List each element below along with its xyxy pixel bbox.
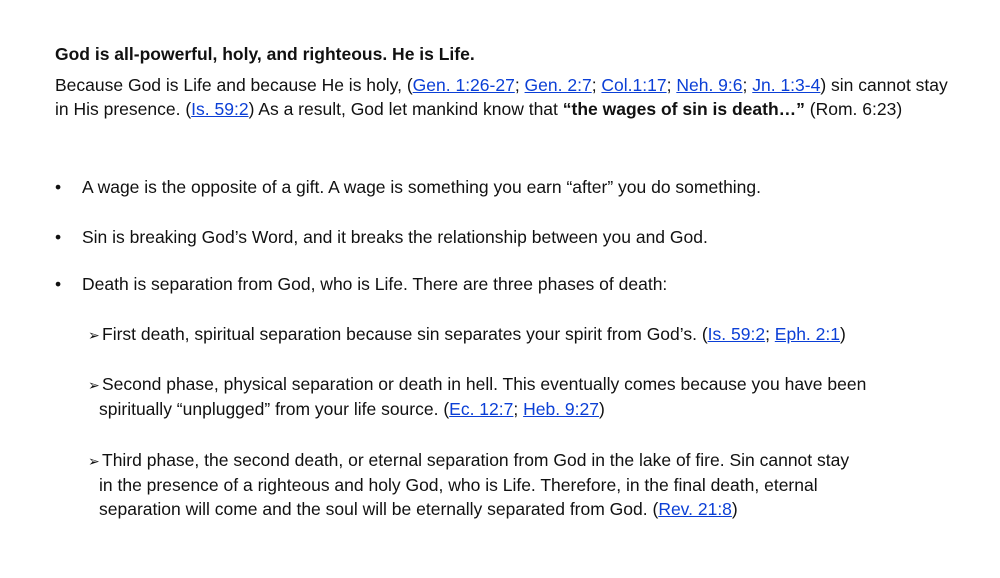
- arrow-bullet-icon: ➢: [88, 453, 100, 469]
- sub-text: separation will come and the soul will be eternally separated from God. (: [99, 499, 659, 519]
- ref-link-gen-2-7[interactable]: Gen. 2:7: [524, 75, 592, 95]
- sub-item-second-phase: [88, 372, 953, 421]
- bullet-text: Sin is breaking God’s Word, and it breaks the relationship between you and God.: [82, 227, 708, 247]
- ref-link-jn-1-3[interactable]: Jn. 1:3-4: [752, 75, 821, 95]
- ref-link-eph-2-1[interactable]: Eph. 2:1: [774, 324, 840, 344]
- ref-separator: ;: [514, 75, 525, 95]
- sub-text-line-2: in the presence of a righteous and holy God, who is Life. Therefore, in the final death, eternal: [99, 475, 818, 495]
- sub-text-line-3: [88, 497, 953, 521]
- bullet-text: A wage is the opposite of a gift. A wage is something you earn “after” you do something.: [82, 177, 762, 197]
- ref-link-heb-9-27[interactable]: Heb. 9:27: [523, 399, 599, 419]
- ref-separator: ;: [513, 399, 524, 419]
- intro-paragraph: [55, 73, 955, 121]
- intro-text-2: ) sin cannot stay in His presence. (: [55, 75, 948, 119]
- ref-close: ): [599, 399, 605, 419]
- wages-quote: “the wages of sin is death…”: [562, 99, 805, 119]
- ref-link-col-1-17[interactable]: Col.1:17: [601, 75, 667, 95]
- bullet-dot-icon: •: [55, 177, 62, 197]
- ref-link-neh-9-6[interactable]: Neh. 9:6: [676, 75, 743, 95]
- ref-link-is-59-2[interactable]: Is. 59:2: [191, 99, 249, 119]
- sub-text-line-1: Second phase, physical separation or death in hell. This eventually comes because you have been: [102, 374, 867, 394]
- bullet-dot-icon: •: [55, 274, 62, 294]
- bullet-death: [55, 272, 667, 296]
- ref-separator: ;: [591, 75, 602, 95]
- sub-text: spiritually “unplugged” from your life source. (: [99, 399, 450, 419]
- ref-link-gen-1-26[interactable]: Gen. 1:26-27: [412, 75, 515, 95]
- ref-link-rev-21-8[interactable]: Rev. 21:8: [658, 499, 732, 519]
- intro-text-3: ) As a result, God let mankind know that: [248, 99, 563, 119]
- arrow-bullet-icon: ➢: [88, 377, 100, 393]
- intro-text-1: Because God is Life and because He is holy, (: [55, 75, 413, 95]
- arrow-bullet-icon: ➢: [88, 327, 100, 343]
- sub-text-line-2: [88, 397, 953, 421]
- ref-close: ): [731, 499, 738, 519]
- bullet-sin: [55, 225, 708, 249]
- sub-item-first-death: [88, 322, 953, 347]
- intro-text-4: (Rom. 6:23): [804, 99, 903, 119]
- slide-heading: God is all-powerful, holy, and righteous. He is Life.: [55, 44, 475, 64]
- sub-text: First death, spiritual separation because sin separates your spirit from God’s. (: [102, 324, 708, 344]
- ref-link-is-59-2[interactable]: Is. 59:2: [707, 324, 766, 344]
- ref-separator: ;: [742, 75, 753, 95]
- ref-separator: ;: [666, 75, 677, 95]
- ref-separator: ;: [765, 324, 775, 344]
- ref-link-ec-12-7[interactable]: Ec. 12:7: [449, 399, 514, 419]
- bullet-text: Death is separation from God, who is Life. There are three phases of death:: [82, 274, 668, 294]
- bullet-wage: [55, 175, 761, 199]
- bullet-dot-icon: •: [55, 227, 62, 247]
- sub-text-line-1: Third phase, the second death, or eternal separation from God in the lake of fire. Sin cannot stay: [102, 450, 850, 470]
- ref-close: ): [840, 324, 846, 344]
- sub-item-third-phase: [88, 448, 953, 521]
